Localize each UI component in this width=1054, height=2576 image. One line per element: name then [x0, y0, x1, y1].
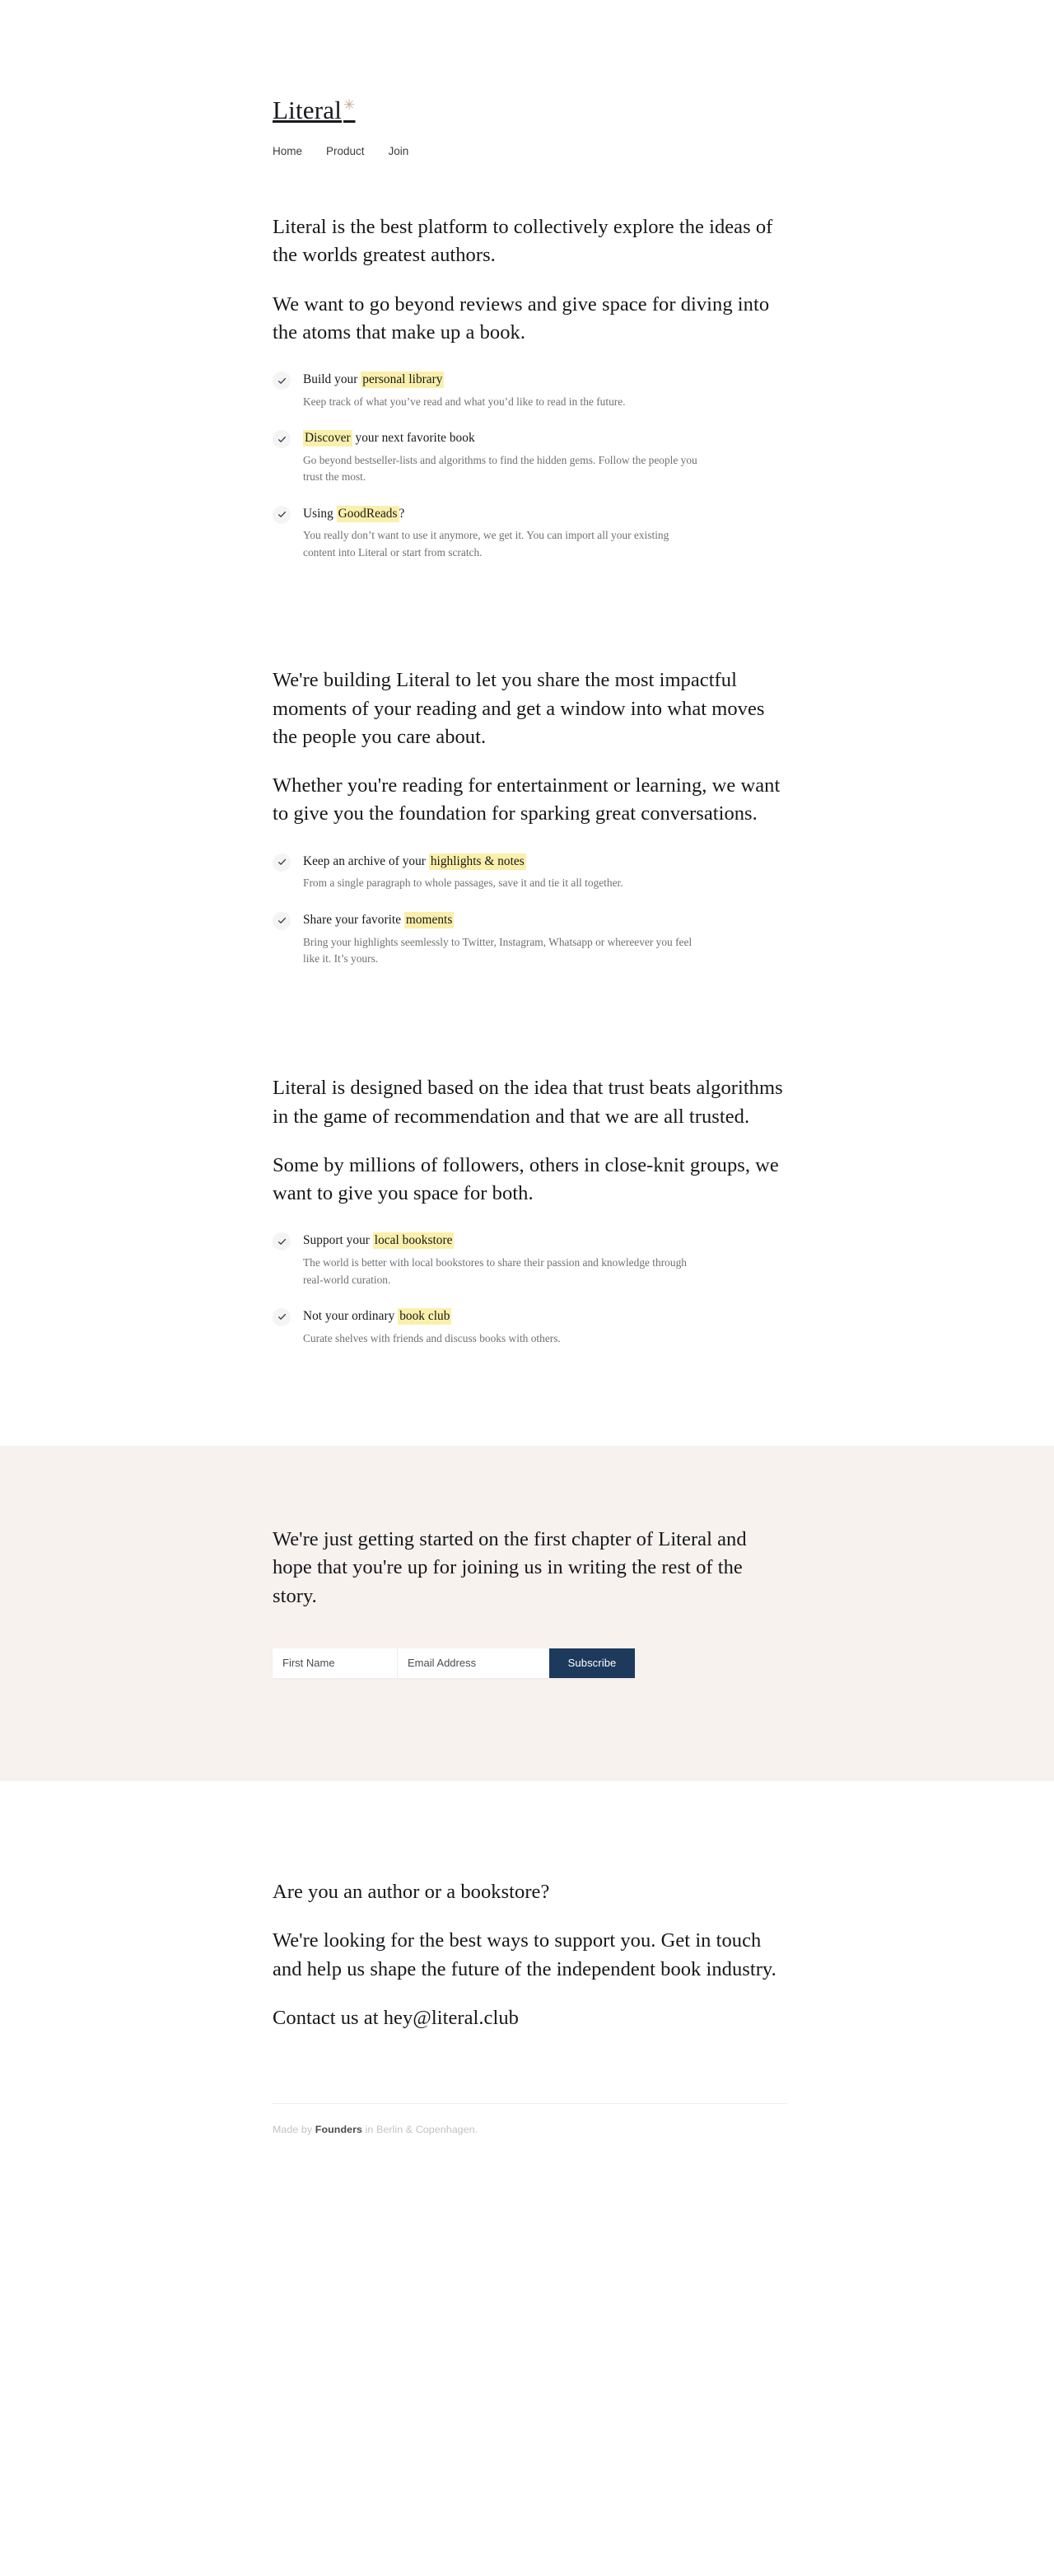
feature-list: [273, 1232, 787, 1347]
feature-title-highlight: personal library: [362, 372, 443, 387]
colophon-link[interactable]: Founders: [315, 2124, 363, 2136]
feature-description: From a single paragraph to whole passages, save it and tie it all together.: [303, 877, 623, 890]
feature-item: [273, 371, 787, 410]
check-icon: [273, 1308, 291, 1326]
feature-title-highlight: book club: [399, 1308, 450, 1323]
section-paragraph: We want to go beyond reviews and give space for diving into the atoms that make up a book.: [273, 292, 770, 344]
section-trust: [0, 1074, 1054, 1347]
contact-email-line: Contact us at hey@literal.club: [273, 2006, 519, 2029]
feature-title-before: Share your favorite: [303, 912, 404, 927]
subscribe-form: [273, 1648, 635, 1678]
subscribe-section: [0, 1446, 1054, 1781]
site-header: [0, 0, 1054, 157]
check-icon: [273, 853, 291, 872]
feature-title: [303, 429, 787, 447]
check-icon: [273, 430, 291, 448]
feature-title-before: Support your: [303, 1233, 373, 1248]
section-paragraph: Some by millions of followers, others in close-knit groups, we want to give you space for both.: [273, 1153, 779, 1205]
feature-description: You really don’t want to use it anymore, we get it. You can import all your existing content into Literal or start from scratch.: [303, 529, 669, 559]
feature-title: [303, 505, 787, 523]
feature-title-before: Build your: [303, 372, 361, 387]
feature-description: The world is better with local bookstores to share their passion and knowledge through real-world curation.: [303, 1256, 687, 1286]
feature-title: [303, 1232, 787, 1250]
check-icon: [273, 912, 291, 930]
colophon: [273, 2124, 787, 2135]
colophon-prefix: Made by: [273, 2124, 315, 2136]
section-paragraph: We're building Literal to let you share the most impactful moments of your reading and get a window into what moves the people you care about.: [273, 669, 765, 748]
feature-title-before: Keep an archive of your: [303, 853, 429, 868]
feature-description: Keep track of what you’ve read and what you’d like to read in the future.: [303, 395, 626, 408]
contact-section: [0, 1878, 1054, 2135]
feature-description: Bring your highlights seemlessly to Twitter, Instagram, Whatsapp or whereever you feel like it. It’s yours.: [303, 935, 693, 965]
contact-question: Are you an author or a bookstore?: [273, 1880, 550, 1903]
feature-title-before: Not your ordinary: [303, 1308, 399, 1323]
feature-item: [273, 1232, 787, 1288]
asterisk-icon: ✳: [343, 96, 356, 114]
feature-title-after: your next favorite book: [352, 431, 475, 446]
brand-name: Literal: [273, 96, 343, 124]
page-bottom-spacer: [0, 2145, 1054, 2219]
feature-title: [303, 371, 787, 389]
feature-title-highlight: Discover: [305, 431, 351, 446]
nav-item-home[interactable]: Home: [273, 145, 303, 157]
feature-title-after: ?: [399, 506, 405, 521]
section-highlights: [0, 666, 1054, 967]
section-paragraph: Literal is the best platform to collectively explore the ideas of the worlds greatest authors.: [273, 216, 773, 267]
feature-list: [273, 853, 787, 968]
check-icon: [273, 372, 291, 390]
feature-title-highlight: GoodReads: [338, 506, 398, 521]
feature-title: [303, 853, 787, 871]
nav-item-product[interactable]: Product: [326, 145, 365, 157]
first-name-input[interactable]: [273, 1648, 398, 1678]
feature-title-highlight: moments: [405, 912, 453, 927]
footer-divider: [273, 2103, 787, 2104]
subscribe-button[interactable]: Subscribe: [549, 1648, 635, 1678]
nav-item-join[interactable]: Join: [388, 145, 409, 157]
feature-item: [273, 1307, 787, 1347]
colophon-suffix: in Berlin & Copenhagen.: [362, 2124, 478, 2136]
feature-description: Curate shelves with friends and discuss books with others.: [303, 1331, 561, 1344]
section-paragraph: Literal is designed based on the idea that trust beats algorithms in the game of recommendation and that we are all trusted.: [273, 1077, 783, 1128]
email-input[interactable]: [398, 1648, 549, 1678]
section-paragraph: Whether you're reading for entertainment or learning, we want to give you the foundation for sparking great conversations.: [273, 774, 781, 825]
feature-title-before: Using: [303, 506, 337, 521]
check-icon: [273, 506, 291, 524]
main-nav: [273, 145, 787, 157]
feature-list: [273, 371, 787, 561]
feature-title-highlight: local bookstore: [374, 1233, 453, 1248]
feature-item: [273, 853, 787, 892]
subscribe-heading: We're just getting started on the first chapter of Literal and hope that you're up for joining us in writing the rest of the story.: [273, 1528, 747, 1607]
feature-title-highlight: highlights & notes: [430, 853, 525, 868]
feature-title: [303, 911, 787, 929]
check-icon: [273, 1232, 291, 1251]
contact-body: We're looking for the best ways to support you. Get in touch and help us shape the future of the independent book industry.: [273, 1929, 777, 1980]
feature-item: [273, 505, 787, 561]
section-discover: [0, 213, 1054, 561]
feature-item: [273, 429, 787, 485]
feature-title: [303, 1307, 787, 1325]
brand-logo[interactable]: [273, 97, 355, 123]
feature-description: Go beyond bestseller-lists and algorithms to find the hidden gems. Follow the people you trust the most.: [303, 454, 697, 484]
feature-item: [273, 911, 787, 967]
